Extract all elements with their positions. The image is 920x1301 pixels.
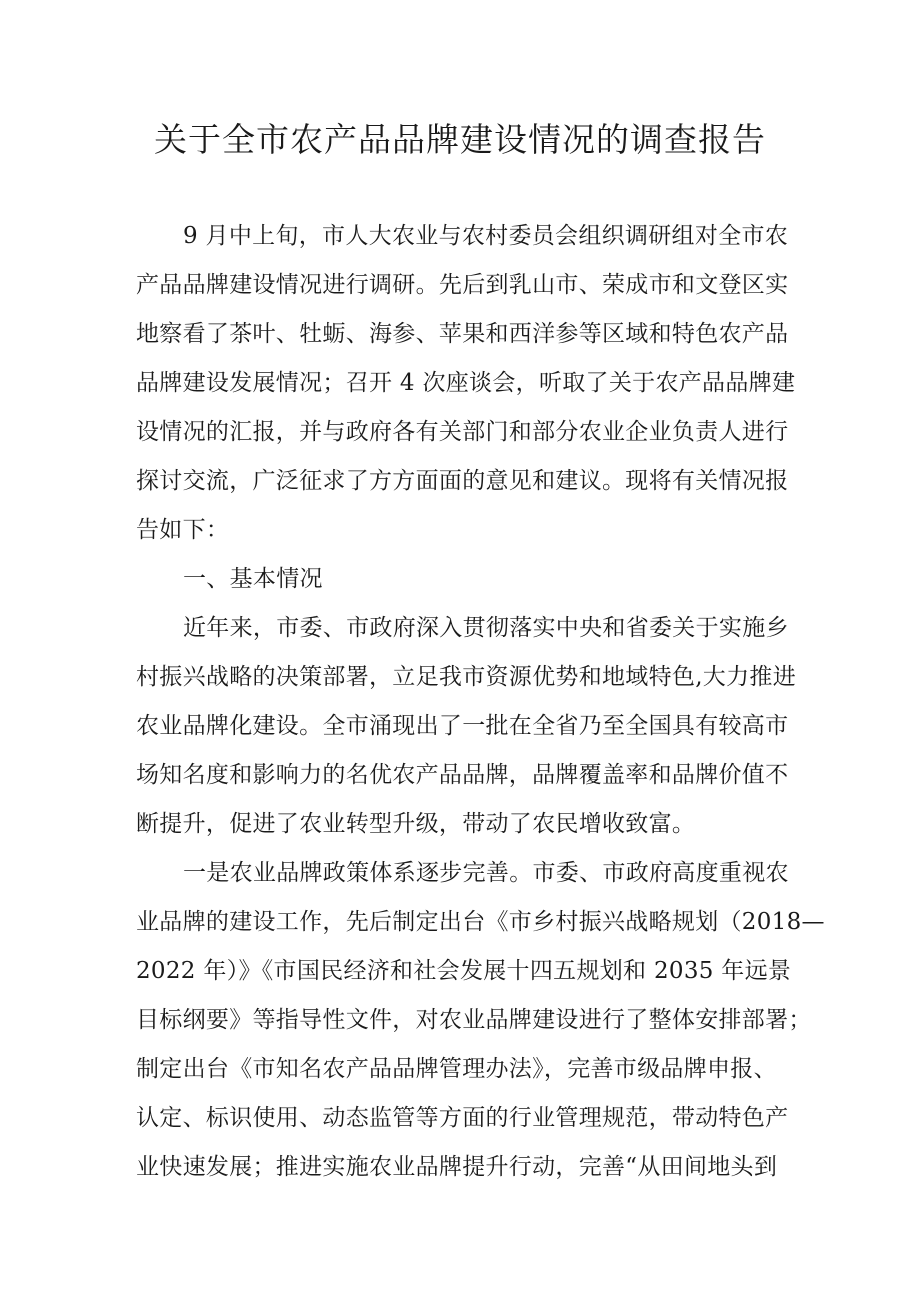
text-line: 目标纲要》等指导性文件，对农业品牌建设进行了整体安排部署； bbox=[136, 1007, 812, 1033]
text-line: 村振兴战略的决策部署，立足我市资源优势和地域特色,大力推进 bbox=[136, 664, 797, 690]
text-line: 认定、标识使用、动态监管等方面的行业管理规范，带动特色产 bbox=[136, 1105, 789, 1131]
text-line: 一是农业品牌政策体系逐步完善。市委、市政府高度重视农 bbox=[183, 860, 789, 886]
document-title: 关于全市农产品品牌建设情况的调查报告 bbox=[154, 120, 766, 159]
paragraph-policy bbox=[136, 849, 825, 1192]
section-heading-text: 一、基本情况 bbox=[183, 566, 323, 592]
text-line: 业快速发展；推进实施农业品牌提升行动，完善“从田间地头到 bbox=[136, 1154, 778, 1180]
text-line: 告如下： bbox=[136, 517, 230, 543]
section-heading bbox=[136, 555, 804, 604]
text-line: 断提升，促进了农业转型升级，带动了农民增收致富。 bbox=[136, 811, 696, 837]
text-line: 农业品牌化建设。全市涌现出了一批在全省乃至全国具有较高市 bbox=[136, 713, 789, 739]
text-line: 场知名度和影响力的名优农产品品牌，品牌覆盖率和品牌价值不 bbox=[136, 762, 789, 788]
document-body bbox=[136, 212, 825, 1192]
text-line: 探讨交流，广泛征求了方方面面的意见和建议。现将有关情况报 bbox=[136, 468, 789, 494]
text-line: 品牌建设发展情况；召开 4 次座谈会，听取了关于农产品品牌建 bbox=[136, 370, 796, 396]
text-line: 业品牌的建设工作，先后制定出台《市乡村振兴战略规划（2018— bbox=[136, 909, 825, 935]
text-line: 2022 年）》《市国民经济和社会发展十四五规划和 2035 年远景 bbox=[136, 958, 792, 984]
paragraph-overview bbox=[136, 604, 804, 849]
paragraph-intro bbox=[136, 212, 804, 555]
text-line: 制定出台《市知名农产品品牌管理办法》，完善市级品牌申报、 bbox=[136, 1056, 777, 1082]
text-line: 近年来，市委、市政府深入贯彻落实中央和省委关于实施乡 bbox=[183, 615, 789, 641]
text-line: 地察看了茶叶、牡蛎、海参、苹果和西洋参等区域和特色农产品 bbox=[136, 321, 789, 347]
text-line: 设情况的汇报，并与政府各有关部门和部分农业企业负责人进行 bbox=[136, 419, 789, 445]
text-line: 产品品牌建设情况进行调研。先后到乳山市、荣成市和文登区实 bbox=[136, 272, 789, 298]
text-line: 9 月中上旬，市人大农业与农村委员会组织调研组对全市农 bbox=[183, 223, 789, 249]
